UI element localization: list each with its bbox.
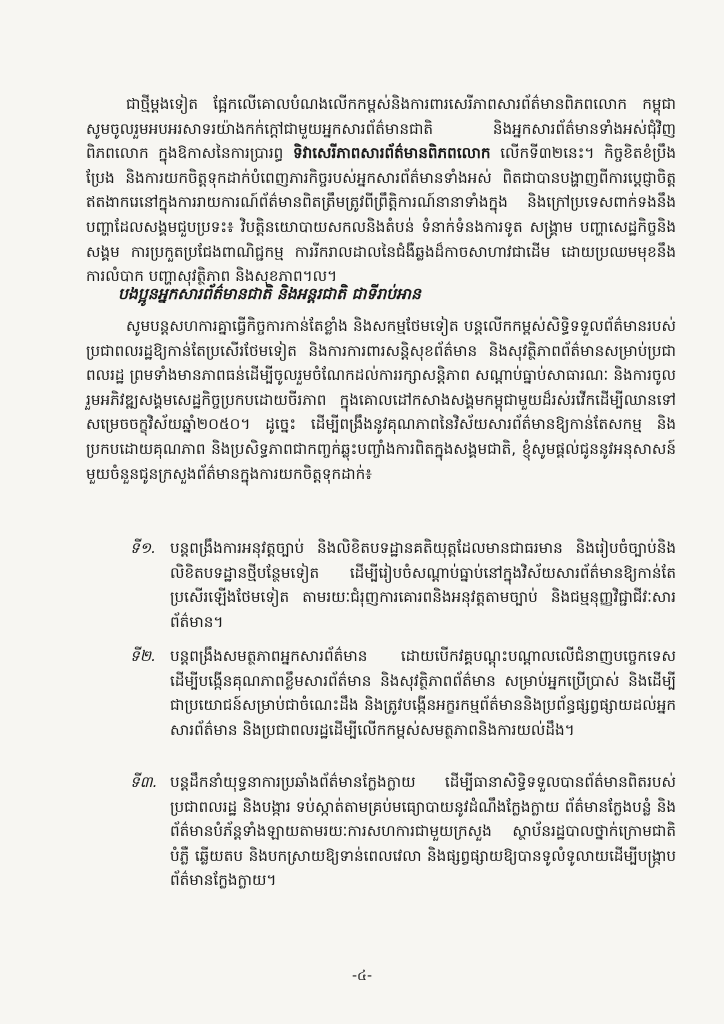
item-number: ទី២.	[130, 647, 156, 665]
page-number: -៤-	[351, 968, 372, 984]
body-paragraph	[86, 314, 676, 486]
intro-bold-phrase: ទិវាសេរីភាពសារព័ត៌មានពិភពលោក	[292, 144, 491, 163]
recommendation-item-3	[130, 770, 676, 893]
item-text: បន្តពង្រឹងការអនុវត្តច្បាប់ និងលិខិតបទដ្ឋានគតិយុត្តដែលមានជាធរមាន និងរៀបចំច្បាប់និងលិខិតបទដ្ឋានថ្មីបន្ថែមទៀត ដើម្បីរៀបចំសណ្តាប់ធ្នាប់នៅក្នុងវិស័យសារព័ត៌មានឱ្យកាន់តែប្រសើរឡើងថែមទៀត តាមរយៈជំរុញការគោរពនិងអនុវត្តតាមច្បាប់ និងជម្មនុញ្ញវិជ្ជាជីវៈសារព័ត៌មាន។	[170, 539, 676, 631]
recommendation-item-1	[130, 536, 676, 634]
item-text: បន្តពង្រឹងសមត្ថភាពអ្នកសារព័ត៌មាន ដោយបើកវគ្គបណ្តុះបណ្តាលលើជំនាញបច្ចេកទេស ដើម្បីបង្កើនគុណភាពខ្លឹមសារព័ត៌មាន និងសុវត្ថិភាពព័ត៌មាន សម្រាប់អ្នកប្រើប្រាស់ និងដើម្បីជាប្រយោជន៍សម្រាប់ជាចំណេះដឹង និងត្រូវបង្កើនអក្ខរកម្មព័ត៌មាននិងប្រព័ន្ធផ្សព្វផ្សាយដល់អ្នកសារព័ត៌មាន និងប្រជាពលរដ្ឋដើម្បីលើកកម្ពស់សមត្ថភាពនិងការយល់ដឹង។	[170, 647, 676, 739]
recommendation-item-2	[130, 644, 676, 742]
item-number: ទី១.	[130, 539, 156, 557]
item-number: ទី៣.	[130, 773, 158, 791]
section-heading: បងប្អូនអ្នកសារព័ត៌មានជាតិ និងអន្តរជាតិ ជាទីរាប់អាន	[118, 285, 421, 303]
item-text: បន្តដឹកនាំយុទ្ធនាការប្រឆាំងព័ត៌មានក្លែងក្លាយ ដើម្បីធានាសិទ្ធិទទួលបានព័ត៌មានពិតរបស់ប្រជាពលរដ្ឋ និងបង្ការ ទប់ស្កាត់តាមគ្រប់មធ្យោបាយនូវដំណឹងក្លែងក្លាយ ព័ត៌មានក្លែងបន្លំ និងព័ត៌មានបំភ័ន្តទាំងឡាយតាមរយៈការសហការជាមួយក្រសួង ស្ថាប័នរដ្ឋបាលថ្នាក់ក្រោមជាតិ បំភ្លឺ ឆ្លើយតប និងបកស្រាយឱ្យទាន់ពេលវេលា និងផ្សព្វផ្សាយឱ្យបានទូលំទូលាយដើម្បីបង្ក្រាបព័ត៌មានក្លែងក្លាយ។	[170, 773, 676, 890]
body-text: សូមបន្តសហការគ្នាធ្វើកិច្ចការកាន់តែខ្លាំង និងសកម្មថែមទៀត បន្តលើកកម្ពស់សិទ្ធិទទួលព័ត៌មានរបស់ប្រជាពលរដ្ឋឱ្យកាន់តែប្រសើរថែមទៀត និងការការពារសន្តិសុខព័ត៌មាន និងសុវត្ថិភាពព័ត៌មានសម្រាប់ប្រជាពលរដ្ឋ ព្រមទាំងមានភាពធន់ដើម្បីចូលរួមចំណែកដល់ការរក្សាសន្តិភាព សណ្តាប់ធ្នាប់សាធារណៈ និងការចូលរួមអភិវឌ្ឍសង្គមសេដ្ឋកិច្ចប្រកបដោយចីរភាព ក្នុងគោលដៅកសាងសង្គមកម្ពុជាមួយដ៏រស់រវើកដើម្បីឈានទៅសម្រេចចក្ខុវិស័យឆ្នាំ២០៥០។ ដូច្នេះ ដើម្បីពង្រឹងនូវគុណភាពនៃវិស័យសារព័ត៌មានឱ្យកាន់តែសកម្ម និងប្រកបដោយគុណភាព និងប្រសិទ្ធភាពជាកញ្ចក់ឆ្លុះបញ្ចាំងការពិតក្នុងសង្គមជាតិ, ខ្ញុំសូមផ្តល់ជូននូវអនុសាសន៍មួយចំនួនជូនក្រសួងព័ត៌មានក្នុងការយកចិត្តទុកដាក់៖	[86, 317, 676, 483]
intro-paragraph	[86, 92, 676, 289]
intro-text-end: លើកទី៣២នេះ។ កិច្ចខិតខំប្រឹងប្រែង និងការយកចិត្តទុកដាក់បំពេញភារកិច្ចរបស់អ្នកសារព័ត៌មានទាំងអស់ ពិតជាបានបង្ហាញពីការប្តេជ្ញាចិត្តឥតងាករេនៅក្នុងការរាយការណ៍ព័ត៌មានពិតត្រឹមត្រូវពីព្រឹត្តិការណ៍នានាទាំងក្នុង និងក្រៅប្រទេសពាក់ទងនឹងបញ្ហាដែលសង្គមជួបប្រទះ៖ វិបត្តិនយោបាយសកលនិងតំបន់ ទំនាក់ទំនងការទូត សង្គ្រាម បញ្ហាសេដ្ឋកិច្ចនិងសង្គម ការប្រកួតប្រជែងពាណិជ្ជកម្ម ការរីករាលដាលនៃជំងឺឆ្លងដ៏កាចសាហាវជាដើម ដោយប្រឈមមុខនឹងការលំបាក បញ្ហាសុវត្ថិភាព និងសុខភាព។ល។	[86, 144, 676, 286]
intro-text-start: ជាថ្មីម្តងទៀត ផ្អែកលើគោលបំណងលើកកម្ពស់និងការពារសេរីភាពសារព័ត៌មានពិភពលោក កម្ពុជាសូមចូលរួមអបអរសាទរយ៉ាងកក់ក្ដៅជាមួយអ្នកសារព័ត៌មានជាតិ និងអ្នកសារព័ត៌មានទាំងអស់ជុំវិញពិភពលោក ក្នុងឱកាសនៃការប្រារព្ធ	[86, 95, 676, 163]
